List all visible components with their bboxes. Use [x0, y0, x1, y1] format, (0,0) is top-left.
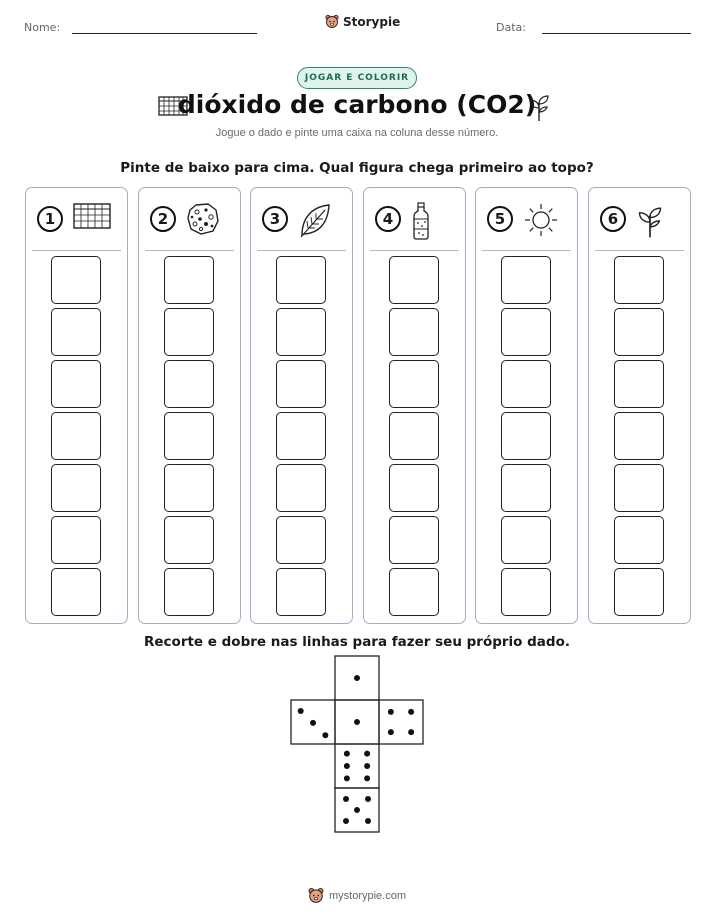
die-pip	[388, 709, 394, 715]
column-number: 3	[262, 206, 288, 232]
die-pip	[354, 807, 360, 813]
die-pip	[364, 775, 370, 781]
column-number: 2	[150, 206, 176, 232]
die-pip	[344, 775, 350, 781]
footer	[308, 887, 406, 904]
die-pip	[344, 763, 350, 769]
die-face-4	[379, 700, 423, 744]
storypie-mascot-icon	[308, 887, 324, 904]
die-pip	[310, 720, 316, 726]
column-number: 4	[375, 206, 401, 232]
die-pip	[365, 818, 371, 824]
column-number: 5	[487, 206, 513, 232]
activity-badge: JOGAR E COLORIR	[297, 67, 417, 89]
top-instruction: Pinte de baixo para cima. Qual figura chega primeiro ao topo?	[120, 160, 594, 176]
name-label: Nome:	[24, 21, 61, 34]
die-face-6	[335, 744, 379, 788]
die-pip	[408, 729, 414, 735]
brand-name: Storypie	[343, 14, 401, 29]
footer-url[interactable]: mystorypie.com	[329, 889, 407, 902]
subtitle: Jogue o dado e pinte uma caixa na coluna desse número.	[215, 127, 499, 139]
die-pip	[408, 709, 414, 715]
die-pip	[298, 708, 304, 714]
die-pip	[364, 751, 370, 757]
die-pip	[354, 675, 360, 681]
die-pip	[322, 732, 328, 738]
die-pip	[364, 763, 370, 769]
column-number: 1	[37, 206, 63, 232]
date-label: Data:	[496, 21, 526, 34]
die-pip	[388, 729, 394, 735]
die-pip	[343, 818, 349, 824]
bottom-instruction: Recorte e dobre nas linhas para fazer seu próprio dado.	[143, 634, 570, 650]
die-pip	[343, 796, 349, 802]
page-title: dióxido de carbono (CO2)	[177, 90, 537, 119]
column-number: 6	[600, 206, 626, 232]
die-pip	[354, 719, 360, 725]
die-pip	[365, 796, 371, 802]
die-pip	[344, 751, 350, 757]
